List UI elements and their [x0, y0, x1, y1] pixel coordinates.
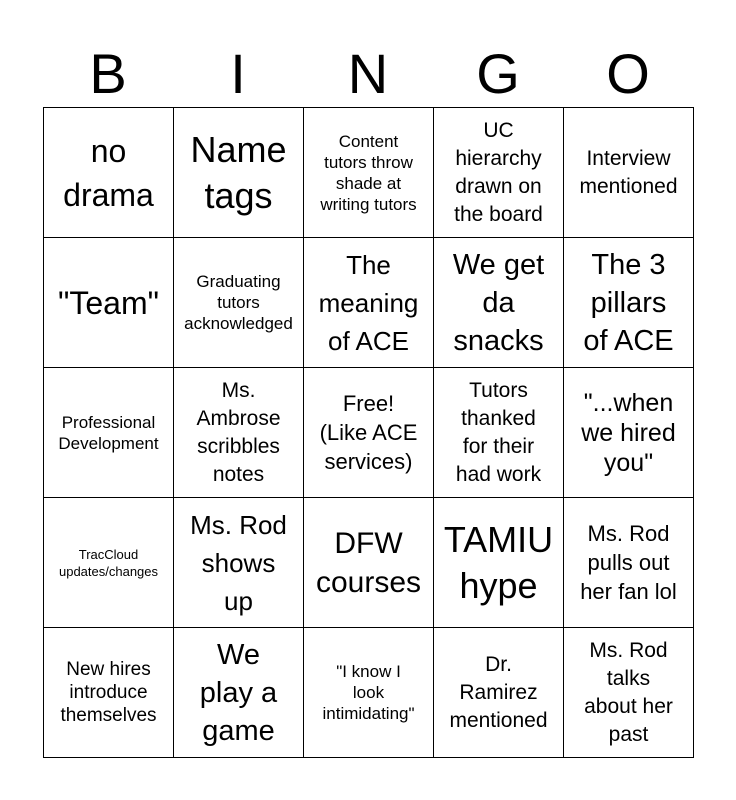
bingo-cell-r0-c2[interactable]: [304, 108, 434, 238]
bingo-cell-r4-c0[interactable]: [44, 628, 174, 758]
bingo-cell-r2-c0[interactable]: [44, 368, 174, 498]
cell-text: "...when we hired you": [581, 388, 676, 477]
cell-text: TAMIU hype: [443, 518, 554, 606]
header-letter-o: O: [606, 42, 650, 105]
cell-text: We play a game: [199, 638, 278, 747]
cell-text: Interview mentioned: [579, 146, 678, 198]
cell-text: TracCloud updates/changes: [58, 546, 159, 579]
header-letter-g: G: [476, 42, 520, 105]
bingo-cell-r4-c3[interactable]: [434, 628, 564, 758]
bingo-cell-r3-c4[interactable]: [564, 498, 694, 628]
bingo-cell-r2-c3[interactable]: [434, 368, 564, 498]
bingo-board: [43, 107, 694, 758]
cell-text: "I know I look intimidating": [322, 662, 415, 723]
bingo-cell-r0-c4[interactable]: [564, 108, 694, 238]
bingo-cell-r1-c2[interactable]: [304, 238, 434, 368]
cell-text: Dr. Ramirez mentioned: [449, 652, 548, 732]
cell-text: Ms. Rod shows up: [190, 509, 287, 616]
bingo-cell-r3-c3[interactable]: [434, 498, 564, 628]
bingo-cell-r4-c2[interactable]: [304, 628, 434, 758]
cell-text: Free! (Like ACE services): [319, 391, 418, 474]
bingo-cell-r4-c1[interactable]: [174, 628, 304, 758]
cell-text: UC hierarchy drawn on the board: [454, 118, 543, 226]
bingo-cell-r3-c1[interactable]: [174, 498, 304, 628]
header-letter-n: N: [347, 42, 389, 105]
cell-text: Tutors thanked for their had work: [455, 378, 542, 486]
header-letter-i: I: [230, 42, 246, 105]
cell-text: Ms. Ambrose scribbles notes: [196, 378, 281, 486]
cell-text: We get da snacks: [452, 248, 545, 357]
bingo-cell-r1-c0[interactable]: [44, 238, 174, 368]
cell-text: Ms. Rod pulls out her fan lol: [580, 521, 677, 604]
cell-text: Professional Development: [58, 412, 159, 453]
cell-text: "Team": [58, 284, 159, 321]
bingo-cell-r3-c0[interactable]: [44, 498, 174, 628]
bingo-cell-r2-c2[interactable]: [304, 368, 434, 498]
bingo-cell-r0-c3[interactable]: [434, 108, 564, 238]
bingo-cell-r3-c2[interactable]: [304, 498, 434, 628]
header-letter-b: B: [89, 42, 127, 105]
cell-text: DFW courses: [315, 526, 422, 599]
bingo-cell-r1-c1[interactable]: [174, 238, 304, 368]
cell-text: New hires introduce themselves: [60, 659, 157, 726]
bingo-cell-r0-c1[interactable]: [174, 108, 304, 238]
cell-text: Graduating tutors acknowledged: [184, 272, 293, 333]
bingo-cell-r1-c4[interactable]: [564, 238, 694, 368]
bingo-cell-r0-c0[interactable]: [44, 108, 174, 238]
bingo-cell-r2-c1[interactable]: [174, 368, 304, 498]
cell-text: Name tags: [190, 128, 287, 216]
bingo-cell-r4-c4[interactable]: [564, 628, 694, 758]
cell-text: no drama: [63, 132, 154, 213]
cell-text: The 3 pillars of ACE: [583, 248, 674, 357]
bingo-cell-r1-c3[interactable]: [434, 238, 564, 368]
cell-text: Ms. Rod talks about her past: [584, 638, 673, 746]
bingo-header: [43, 42, 693, 106]
cell-text: Content tutors throw shade at writing tutors: [320, 131, 417, 214]
cell-text: The meaning of ACE: [318, 249, 419, 356]
bingo-cell-r2-c4[interactable]: [564, 368, 694, 498]
